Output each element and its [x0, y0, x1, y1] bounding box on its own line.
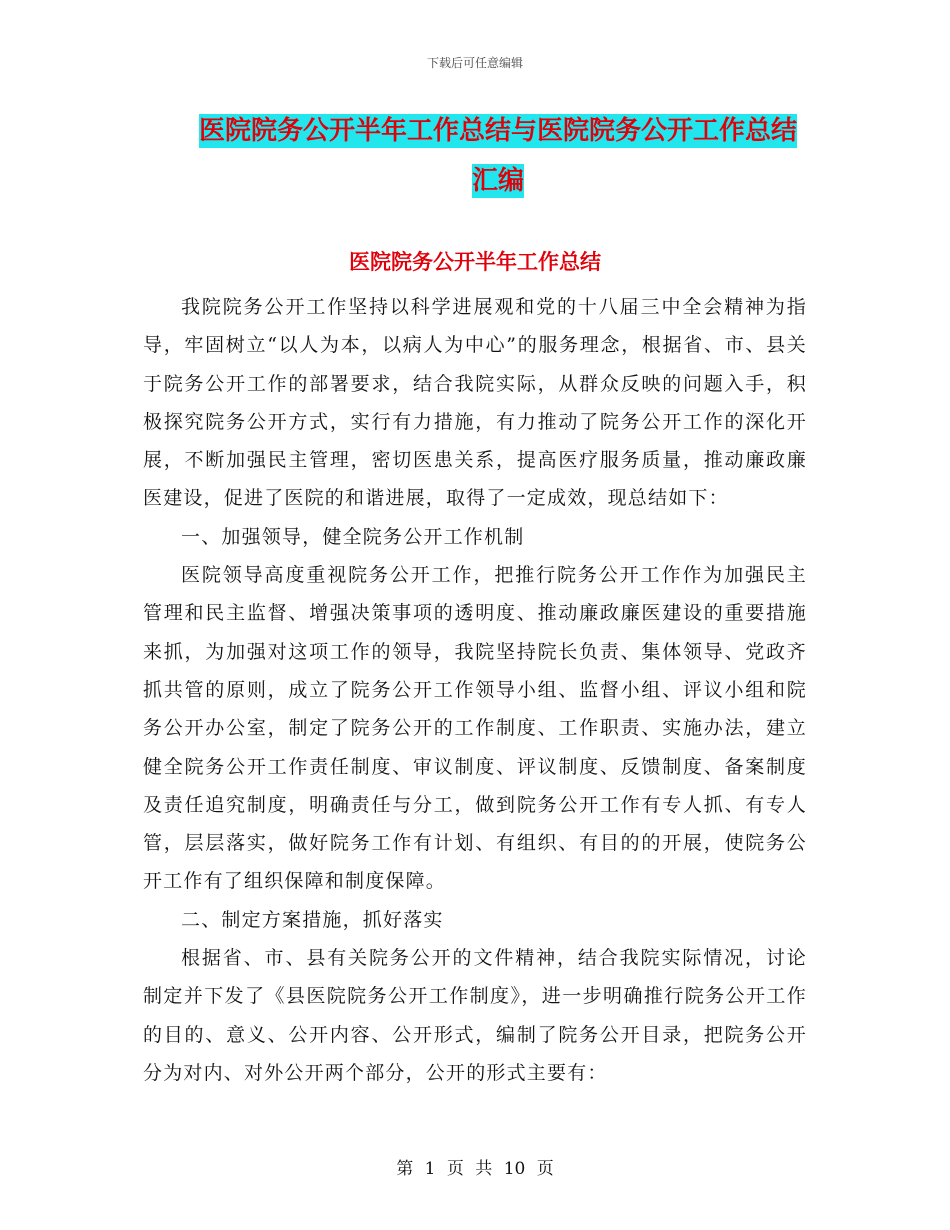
paragraph-leadership: 医院领导高度重视院务公开工作，把推行院务公开工作作为加强民主管理和民主监督、增强决策事项的透明度、推动廉政廉医建设的重要措施来抓，为加强对这项工作的领导，我院坚持院长负责、集体领导、党政齐抓共管的原则，成立了院务公开工作领导小组、监督小组、评议小组和院务公开办公室，制定了院务公开的工作制度、工作职责、实施办法，建立健全院务公开工作责任制度、审议制度、评议制度、反馈制度、备案制度及责任追究制度，明确责任与分工，做到院务公开工作有专人抓、有专人管，层层落实，做好院务工作有计划、有组织、有目的的开展，使院务公开工作有了组织保障和制度保障。 [143, 564, 807, 893]
header-note: 下载后可任意编辑 [426, 56, 523, 70]
heading-two: 二、制定方案措施，抓好落实 [181, 908, 444, 931]
paragraph-intro: 我院院务公开工作坚持以科学进展观和党的十八届三中全会精神为指导，牢固树立“以人为本，以病人为中心”的服务理念，根据省、市、县关于院务公开工作的部署要求，结合我院实际，从群众反映的问题入手，积极探究院务公开方式，实行有力措施，有力推动了院务公开工作的深化开展，不断加强民主管理，密切医患关系，提高医疗服务质量，推动廉政廉医建设，促进了医院的和谐进展，取得了一定成效，现总结如下： [143, 296, 807, 510]
document-title-line1: 医院院务公开半年工作总结与医院院务公开工作总结 [198, 116, 797, 146]
heading-one: 一、加强领导，健全院务公开工作机制 [181, 525, 525, 548]
paragraph-measures: 根据省、市、县有关院务公开的文件精神，结合我院实际情况，讨论制定并下发了《县医院院务公开工作制度》，进一步明确推行院务公开工作的目的、意义、公开内容、公开形式，编制了院务公开目录，把院务公开分为对内、对外公开两个部分，公开的形式主要有： [143, 947, 807, 1084]
document-body [143, 288, 807, 1092]
document-title-line2: 汇编 [471, 166, 524, 196]
section-title: 医院院务公开半年工作总结 [349, 250, 601, 274]
document-title [188, 106, 808, 206]
page-number: 第 1 页 共 10 页 [396, 1159, 554, 1179]
